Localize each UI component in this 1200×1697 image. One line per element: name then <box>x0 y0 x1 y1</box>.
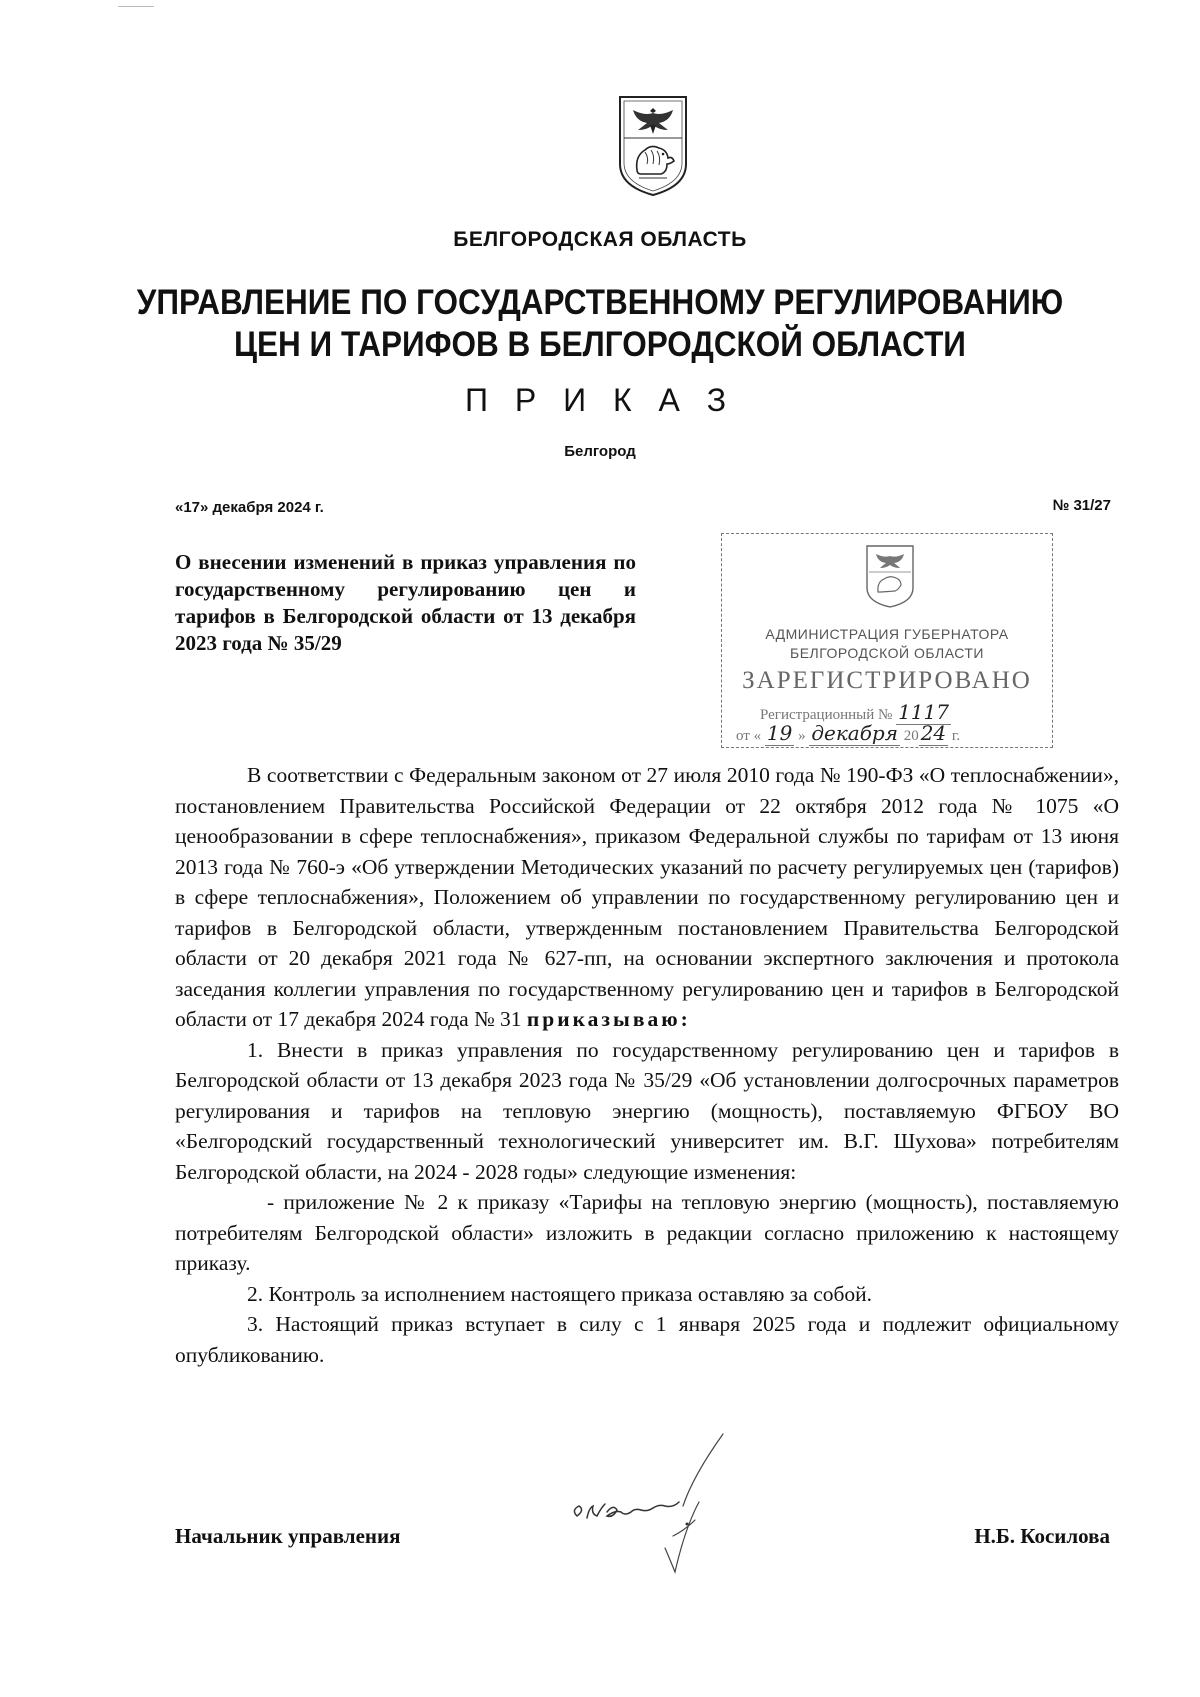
stamp-date-prefix: от « <box>736 728 762 744</box>
stamp-reg-month: декабря <box>811 721 898 745</box>
city: Белгород <box>564 443 636 460</box>
stamp-reg-number-label: Регистрационный № <box>760 707 893 723</box>
item-1: 1. Внести в приказ управления по государственному регулированию цен и тарифов в Белгородской области от 13 декабря 2023 года № 35/29 «Об установлении долгосрочных параметров регулирования и тарифов на тепловую энергию (мощность), поставляемую ФГБОУ ВО «Белгородский государственный технологический университет им. В.Г. Шухова» потребителям Белгородской области, на 2024 - 2028 годы» следующие изменения: <box>175 1037 1119 1184</box>
stamp-date-suffix: г. <box>951 728 961 744</box>
document-date: «17» декабря 2024 г. <box>175 499 324 516</box>
stamp-org-line1: АДМИНИСТРАЦИЯ ГУБЕРНАТОРА <box>765 626 1009 642</box>
stamp-registered: ЗАРЕГИСТРИРОВАНО <box>742 667 1032 694</box>
stamp-org-line2: БЕЛГОРОДСКОЙ ОБЛАСТИ <box>790 645 984 661</box>
stamp-emblem <box>865 544 915 609</box>
order-word: приказываю: <box>526 1007 691 1031</box>
stamp-date-line <box>736 721 960 745</box>
document-type: П Р И К А З <box>464 382 736 418</box>
document-subject: О внесении изменений в приказ управления по государственному регулированию цен и тарифов в Белгородской области от 13 декабря 2023 года № 35/29 <box>175 550 636 655</box>
document-body <box>175 760 1119 1370</box>
signatory-title: Начальник управления <box>175 1524 401 1548</box>
preamble-paragraph <box>175 760 1119 1035</box>
preamble-text: В соответствии с Федеральным законом от 27 июля 2010 года № 190-ФЗ «О теплоснабжении», постановлением Правительства Российской Федерации от 22 октября 2012 года № 1075 «О ценообразовании в сфере теплоснабжения», приказом Федеральной службы по тарифам от 13 июня 2013 года № 760-э «Об утверждении Методических указаний по расчету регулируемых цен (тарифов) в сфере теплоснабжения», Положением об управлении по государственному регулированию цен и тарифов в Белгородской области, утвержденным постановлением Правительства Белгородской области от 20 декабря 2021 года № 627-пп, на основании экспертного заключения и протокола заседания коллегии управления по государственному регулированию цен и тарифов в Белгородской области от 17 декабря 2024 года № 31 <box>175 763 1119 1031</box>
agency-name-line2: ЦЕН И ТАРИФОВ В БЕЛГОРОДСКОЙ ОБЛАСТИ <box>234 325 966 364</box>
signatory-name: Н.Б. Косилова <box>974 1524 1110 1548</box>
stamp-year-prefix: 20 <box>903 728 919 744</box>
region-name: БЕЛГОРОДСКАЯ ОБЛАСТЬ <box>453 228 747 251</box>
document-number: № 31/27 <box>1052 497 1111 514</box>
coat-of-arms-emblem <box>617 94 689 198</box>
stamp-reg-day: 19 <box>766 721 793 745</box>
stamp-reg-number: 1117 <box>898 700 949 724</box>
item-3: 3. Настоящий приказ вступает в силу с 1 января 2025 года и подлежит официальному опубликованию. <box>175 1312 1119 1367</box>
stamp-reg-year: 24 <box>920 721 947 745</box>
agency-name-line1: УПРАВЛЕНИЕ ПО ГОСУДАРСТВЕННОМУ РЕГУЛИРОВАНИЮ <box>136 283 1064 322</box>
registration-stamp <box>721 533 1053 748</box>
item-2: 2. Контроль за исполнением настоящего приказа оставляю за собой. <box>247 1281 873 1306</box>
stamp-date-mid: » <box>798 728 806 744</box>
scan-mark <box>118 6 154 10</box>
item-1-dash: - приложение № 2 к приказу «Тарифы на тепловую энергию (мощность), поставляемую потребителям Белгородской области» изложить в редакции согласно приложению к настоящему приказу. <box>175 1190 1119 1275</box>
handwritten-signature <box>565 1420 760 1590</box>
